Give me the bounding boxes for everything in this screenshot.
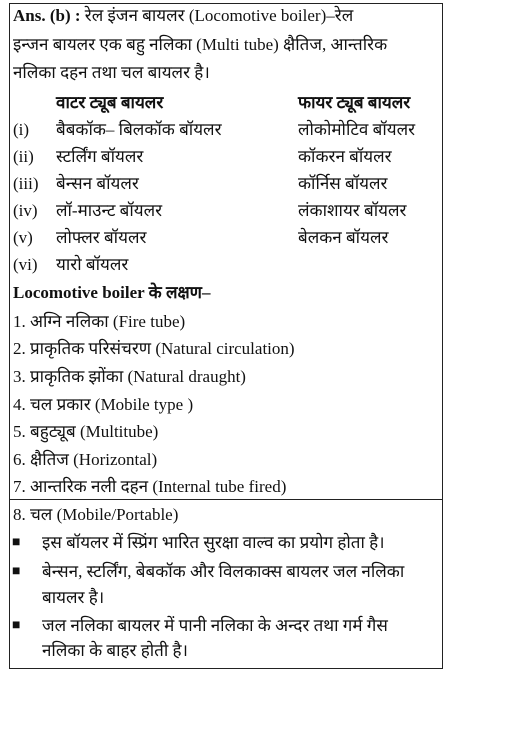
row-3-num: (iii)	[13, 174, 39, 193]
header-water-tube: वाटर ट्यूब बायलर	[56, 93, 164, 112]
feature-item-8: 8. चल (Mobile/Portable)	[13, 505, 179, 524]
answer-line-3: नलिका दहन तथा चल बायलर है।	[13, 63, 210, 82]
row-4-right: लंकाशायर बॉयलर	[298, 201, 407, 220]
row-1-num: (i)	[13, 120, 30, 139]
bullet-2-icon: ■	[12, 564, 21, 579]
feature-item-5: 5. बहुट्यूब (Multitube)	[13, 422, 159, 441]
note-1: इस बॉयलर में स्प्रिंग भारित सुरक्षा वाल्व का प्रयोग होता है।	[42, 533, 385, 552]
row-5-num: (v)	[13, 228, 33, 247]
row-2-right: कॉकरन बॉयलर	[298, 147, 392, 166]
feature-item-4: 4. चल प्रकार (Mobile type )	[13, 395, 194, 414]
bullet-1-icon: ■	[12, 535, 21, 550]
note-2-line-1: बेन्सन, स्टर्लिंग, बेबकॉक और विलकाक्स बायलर जल नलिका	[42, 562, 405, 581]
row-1-right: लोकोमोटिव बॉयलर	[298, 120, 416, 139]
features-heading: Locomotive boiler के लक्षण–	[13, 283, 211, 302]
feature-item-3: 3. प्राकृतिक झोंका (Natural draught)	[13, 367, 246, 386]
row-3-left: बेन्सन बॉयलर	[56, 174, 139, 193]
row-3-right: कॉर्निस बॉयलर	[298, 174, 388, 193]
answer-line-1-text: रेल इंजन बायलर (Locomotive boiler)–रेल	[84, 6, 354, 25]
answer-line-1	[13, 5, 439, 27]
feature-item-1: 1. अग्नि नलिका (Fire tube)	[13, 312, 186, 331]
row-1-left: बैबकॉक– बिलकॉक बॉयलर	[56, 120, 222, 139]
row-4-num: (iv)	[13, 201, 38, 220]
answer-prefix: Ans. (b) :	[13, 6, 81, 25]
row-5-right: बेलकन बॉयलर	[298, 228, 389, 247]
row-2-num: (ii)	[13, 147, 34, 166]
row-5-left: लोफ्लर बॉयलर	[56, 228, 147, 247]
note-2-line-2: बायलर है।	[42, 588, 105, 607]
row-6-left: यारो बॉयलर	[56, 255, 129, 274]
note-3-line-1: जल नलिका बायलर में पानी नलिका के अन्दर तथा गर्म गैस	[42, 616, 388, 635]
row-2-left: स्टर्लिंग बॉयलर	[56, 147, 144, 166]
row-4-left: लॉ-माउन्ट बॉयलर	[56, 201, 163, 220]
row-6-num: (vi)	[13, 255, 38, 274]
note-3-line-2: नलिका के बाहर होती है।	[42, 641, 188, 660]
feature-item-6: 6. क्षैतिज (Horizontal)	[13, 450, 158, 469]
header-fire-tube: फायर ट्यूब बायलर	[298, 93, 411, 112]
feature-item-2: 2. प्राकृतिक परिसंचरण (Natural circulation)	[13, 339, 295, 358]
bullet-3-icon: ■	[12, 618, 21, 633]
feature-item-7: 7. आन्तरिक नली दहन (Internal tube fired)	[13, 477, 287, 496]
answer-line-2: इन्जन बायलर एक बहु नलिका (Multi tube) क्षैतिज, आन्तरिक	[13, 35, 388, 54]
